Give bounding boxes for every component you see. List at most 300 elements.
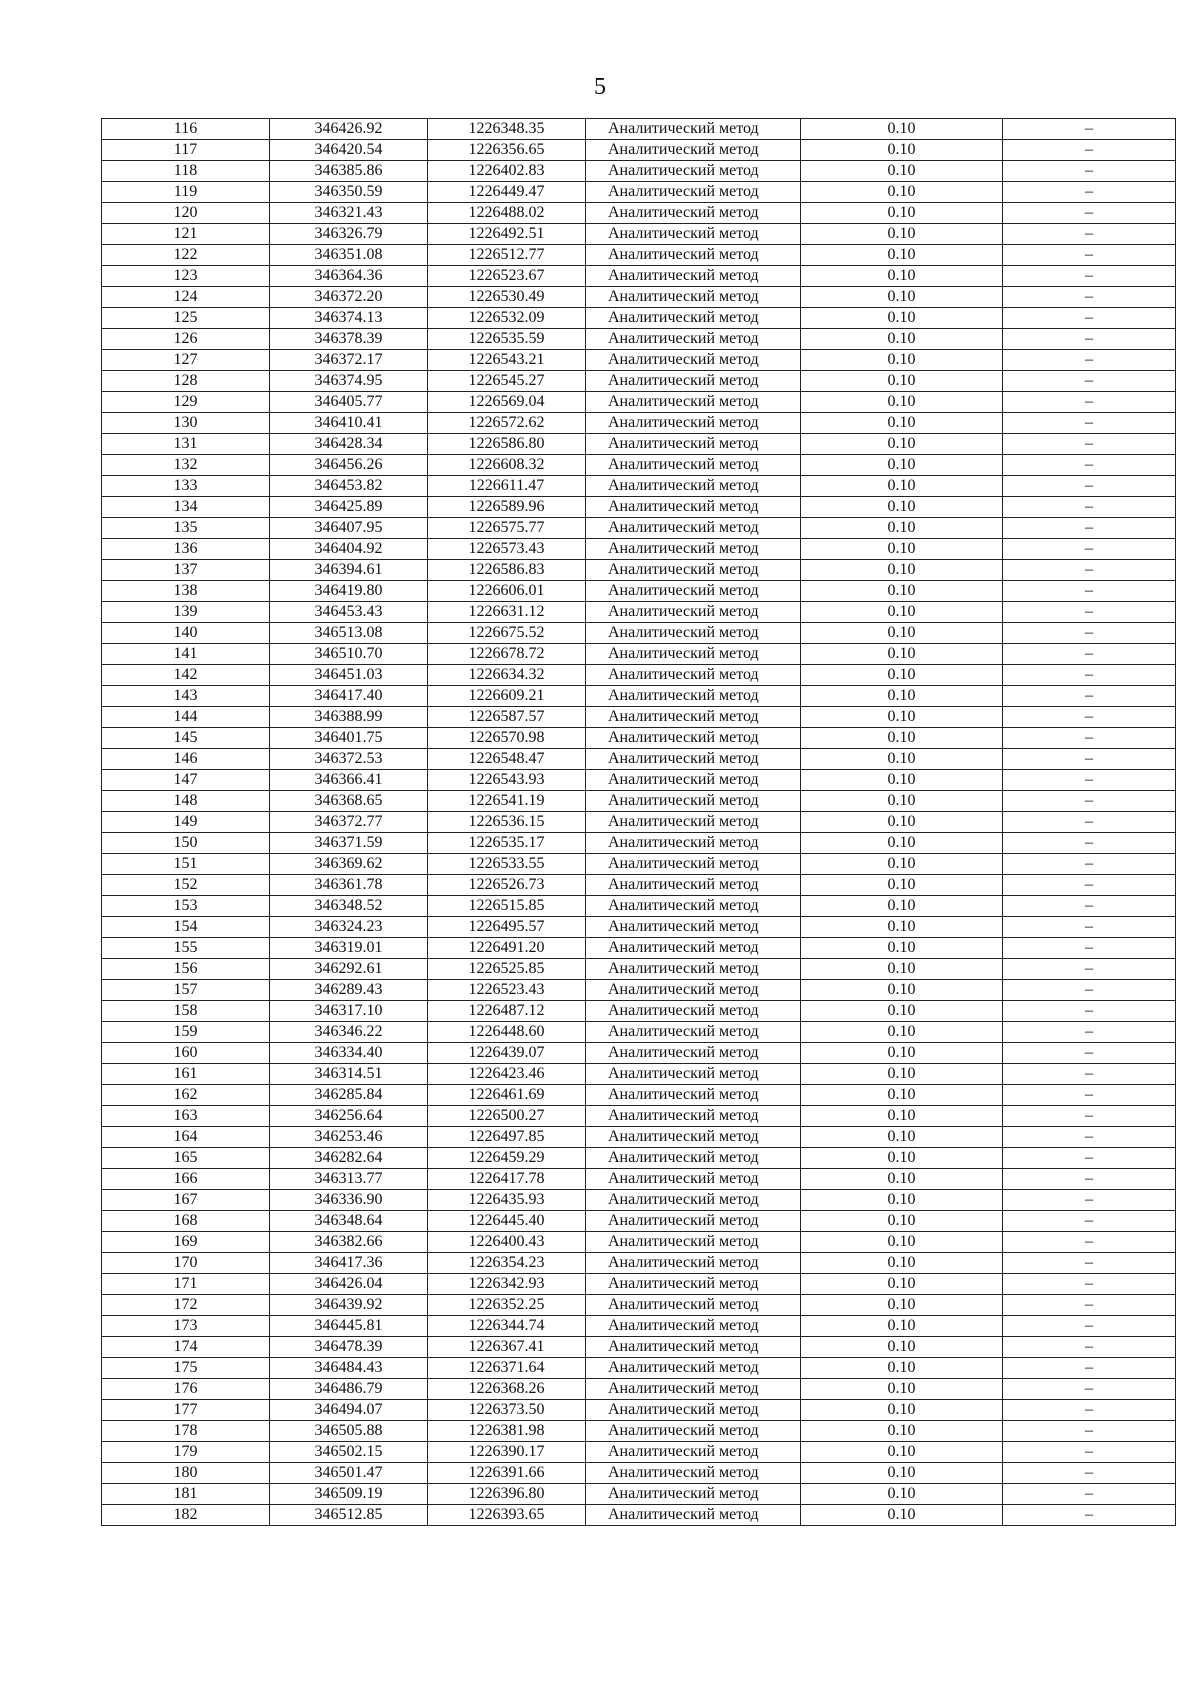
table-row (102, 833, 1176, 854)
precision-cell: 0.10 (801, 728, 1003, 749)
y-coordinate-cell: 1226402.83 (428, 161, 586, 182)
x-coordinate-cell: 346505.88 (270, 1421, 428, 1442)
precision-cell: 0.10 (801, 686, 1003, 707)
method-cell: Аналитический метод (586, 1442, 801, 1463)
point-number-cell: 160 (102, 1043, 270, 1064)
precision-cell: 0.10 (801, 287, 1003, 308)
point-number-cell: 120 (102, 203, 270, 224)
y-coordinate-cell: 1226611.47 (428, 476, 586, 497)
point-number-cell: 157 (102, 980, 270, 1001)
description-cell: – (1003, 1148, 1176, 1169)
description-cell: – (1003, 1295, 1176, 1316)
x-coordinate-cell: 346404.92 (270, 539, 428, 560)
precision-cell: 0.10 (801, 1358, 1003, 1379)
point-number-cell: 127 (102, 350, 270, 371)
precision-cell: 0.10 (801, 1148, 1003, 1169)
table-row (102, 728, 1176, 749)
description-cell: – (1003, 497, 1176, 518)
description-cell: – (1003, 1442, 1176, 1463)
x-coordinate-cell: 346372.17 (270, 350, 428, 371)
precision-cell: 0.10 (801, 1274, 1003, 1295)
table-row (102, 1274, 1176, 1295)
y-coordinate-cell: 1226381.98 (428, 1421, 586, 1442)
table-row (102, 749, 1176, 770)
x-coordinate-cell: 346372.77 (270, 812, 428, 833)
precision-cell: 0.10 (801, 266, 1003, 287)
x-coordinate-cell: 346451.03 (270, 665, 428, 686)
point-number-cell: 176 (102, 1379, 270, 1400)
x-coordinate-cell: 346456.26 (270, 455, 428, 476)
method-cell: Аналитический метод (586, 266, 801, 287)
x-coordinate-cell: 346382.66 (270, 1232, 428, 1253)
x-coordinate-cell: 346374.95 (270, 371, 428, 392)
y-coordinate-cell: 1226678.72 (428, 644, 586, 665)
method-cell: Аналитический метод (586, 1064, 801, 1085)
description-cell: – (1003, 1484, 1176, 1505)
x-coordinate-cell: 346417.40 (270, 686, 428, 707)
method-cell: Аналитический метод (586, 812, 801, 833)
x-coordinate-cell: 346346.22 (270, 1022, 428, 1043)
description-cell: – (1003, 1463, 1176, 1484)
precision-cell: 0.10 (801, 1421, 1003, 1442)
point-number-cell: 151 (102, 854, 270, 875)
table-row (102, 1022, 1176, 1043)
y-coordinate-cell: 1226541.19 (428, 791, 586, 812)
precision-cell: 0.10 (801, 497, 1003, 518)
precision-cell: 0.10 (801, 1064, 1003, 1085)
point-number-cell: 168 (102, 1211, 270, 1232)
precision-cell: 0.10 (801, 854, 1003, 875)
description-cell: – (1003, 140, 1176, 161)
point-number-cell: 128 (102, 371, 270, 392)
table-row (102, 1316, 1176, 1337)
x-coordinate-cell: 346501.47 (270, 1463, 428, 1484)
coordinates-table (101, 118, 1176, 1526)
method-cell: Аналитический метод (586, 1463, 801, 1484)
table-row (102, 1148, 1176, 1169)
table-row (102, 1295, 1176, 1316)
y-coordinate-cell: 1226575.77 (428, 518, 586, 539)
x-coordinate-cell: 346326.79 (270, 224, 428, 245)
y-coordinate-cell: 1226391.66 (428, 1463, 586, 1484)
y-coordinate-cell: 1226569.04 (428, 392, 586, 413)
x-coordinate-cell: 346425.89 (270, 497, 428, 518)
point-number-cell: 142 (102, 665, 270, 686)
y-coordinate-cell: 1226435.93 (428, 1190, 586, 1211)
method-cell: Аналитический метод (586, 329, 801, 350)
precision-cell: 0.10 (801, 1295, 1003, 1316)
y-coordinate-cell: 1226448.60 (428, 1022, 586, 1043)
x-coordinate-cell: 346417.36 (270, 1253, 428, 1274)
x-coordinate-cell: 346513.08 (270, 623, 428, 644)
precision-cell: 0.10 (801, 1190, 1003, 1211)
precision-cell: 0.10 (801, 245, 1003, 266)
method-cell: Аналитический метод (586, 1484, 801, 1505)
precision-cell: 0.10 (801, 917, 1003, 938)
description-cell: – (1003, 329, 1176, 350)
point-number-cell: 153 (102, 896, 270, 917)
x-coordinate-cell: 346486.79 (270, 1379, 428, 1400)
point-number-cell: 122 (102, 245, 270, 266)
method-cell: Аналитический метод (586, 308, 801, 329)
precision-cell: 0.10 (801, 434, 1003, 455)
x-coordinate-cell: 346374.13 (270, 308, 428, 329)
y-coordinate-cell: 1226352.25 (428, 1295, 586, 1316)
x-coordinate-cell: 346401.75 (270, 728, 428, 749)
table-row (102, 560, 1176, 581)
point-number-cell: 134 (102, 497, 270, 518)
y-coordinate-cell: 1226488.02 (428, 203, 586, 224)
method-cell: Аналитический метод (586, 392, 801, 413)
point-number-cell: 123 (102, 266, 270, 287)
table-row (102, 266, 1176, 287)
method-cell: Аналитический метод (586, 581, 801, 602)
precision-cell: 0.10 (801, 1085, 1003, 1106)
method-cell: Аналитический метод (586, 224, 801, 245)
method-cell: Аналитический метод (586, 623, 801, 644)
x-coordinate-cell: 346256.64 (270, 1106, 428, 1127)
method-cell: Аналитический метод (586, 1001, 801, 1022)
method-cell: Аналитический метод (586, 1274, 801, 1295)
description-cell: – (1003, 119, 1176, 140)
table-row (102, 224, 1176, 245)
precision-cell: 0.10 (801, 329, 1003, 350)
description-cell: – (1003, 455, 1176, 476)
point-number-cell: 179 (102, 1442, 270, 1463)
x-coordinate-cell: 346494.07 (270, 1400, 428, 1421)
table-row (102, 686, 1176, 707)
point-number-cell: 161 (102, 1064, 270, 1085)
precision-cell: 0.10 (801, 938, 1003, 959)
precision-cell: 0.10 (801, 959, 1003, 980)
method-cell: Аналитический метод (586, 1043, 801, 1064)
x-coordinate-cell: 346478.39 (270, 1337, 428, 1358)
x-coordinate-cell: 346253.46 (270, 1127, 428, 1148)
table-row (102, 1106, 1176, 1127)
point-number-cell: 130 (102, 413, 270, 434)
method-cell: Аналитический метод (586, 182, 801, 203)
precision-cell: 0.10 (801, 371, 1003, 392)
precision-cell: 0.10 (801, 1505, 1003, 1526)
table-row (102, 287, 1176, 308)
point-number-cell: 148 (102, 791, 270, 812)
y-coordinate-cell: 1226461.69 (428, 1085, 586, 1106)
description-cell: – (1003, 1022, 1176, 1043)
x-coordinate-cell: 346348.64 (270, 1211, 428, 1232)
y-coordinate-cell: 1226533.55 (428, 854, 586, 875)
x-coordinate-cell: 346364.36 (270, 266, 428, 287)
table-row (102, 140, 1176, 161)
point-number-cell: 177 (102, 1400, 270, 1421)
y-coordinate-cell: 1226545.27 (428, 371, 586, 392)
y-coordinate-cell: 1226487.12 (428, 1001, 586, 1022)
description-cell: – (1003, 623, 1176, 644)
method-cell: Аналитический метод (586, 707, 801, 728)
x-coordinate-cell: 346394.61 (270, 560, 428, 581)
description-cell: – (1003, 791, 1176, 812)
description-cell: – (1003, 560, 1176, 581)
x-coordinate-cell: 346407.95 (270, 518, 428, 539)
description-cell: – (1003, 854, 1176, 875)
description-cell: – (1003, 1106, 1176, 1127)
method-cell: Аналитический метод (586, 665, 801, 686)
table-row (102, 854, 1176, 875)
precision-cell: 0.10 (801, 602, 1003, 623)
y-coordinate-cell: 1226459.29 (428, 1148, 586, 1169)
table-row (102, 875, 1176, 896)
x-coordinate-cell: 346372.53 (270, 749, 428, 770)
description-cell: – (1003, 1379, 1176, 1400)
y-coordinate-cell: 1226344.74 (428, 1316, 586, 1337)
method-cell: Аналитический метод (586, 140, 801, 161)
description-cell: – (1003, 812, 1176, 833)
precision-cell: 0.10 (801, 833, 1003, 854)
x-coordinate-cell: 346366.41 (270, 770, 428, 791)
y-coordinate-cell: 1226586.80 (428, 434, 586, 455)
precision-cell: 0.10 (801, 1337, 1003, 1358)
precision-cell: 0.10 (801, 791, 1003, 812)
description-cell: – (1003, 581, 1176, 602)
precision-cell: 0.10 (801, 644, 1003, 665)
x-coordinate-cell: 346321.43 (270, 203, 428, 224)
point-number-cell: 159 (102, 1022, 270, 1043)
point-number-cell: 155 (102, 938, 270, 959)
precision-cell: 0.10 (801, 308, 1003, 329)
description-cell: – (1003, 350, 1176, 371)
method-cell: Аналитический метод (586, 602, 801, 623)
table-row (102, 602, 1176, 623)
x-coordinate-cell: 346439.92 (270, 1295, 428, 1316)
description-cell: – (1003, 287, 1176, 308)
method-cell: Аналитический метод (586, 728, 801, 749)
description-cell: – (1003, 308, 1176, 329)
y-coordinate-cell: 1226573.43 (428, 539, 586, 560)
description-cell: – (1003, 602, 1176, 623)
x-coordinate-cell: 346420.54 (270, 140, 428, 161)
precision-cell: 0.10 (801, 1001, 1003, 1022)
y-coordinate-cell: 1226512.77 (428, 245, 586, 266)
table-row (102, 623, 1176, 644)
precision-cell: 0.10 (801, 1169, 1003, 1190)
method-cell: Аналитический метод (586, 1253, 801, 1274)
precision-cell: 0.10 (801, 182, 1003, 203)
point-number-cell: 169 (102, 1232, 270, 1253)
table-row (102, 350, 1176, 371)
method-cell: Аналитический метод (586, 1148, 801, 1169)
table-row (102, 581, 1176, 602)
x-coordinate-cell: 346453.43 (270, 602, 428, 623)
x-coordinate-cell: 346324.23 (270, 917, 428, 938)
point-number-cell: 140 (102, 623, 270, 644)
y-coordinate-cell: 1226368.26 (428, 1379, 586, 1400)
method-cell: Аналитический метод (586, 1169, 801, 1190)
method-cell: Аналитический метод (586, 1232, 801, 1253)
point-number-cell: 126 (102, 329, 270, 350)
y-coordinate-cell: 1226530.49 (428, 287, 586, 308)
precision-cell: 0.10 (801, 1379, 1003, 1400)
point-number-cell: 132 (102, 455, 270, 476)
precision-cell: 0.10 (801, 770, 1003, 791)
y-coordinate-cell: 1226535.59 (428, 329, 586, 350)
method-cell: Аналитический метод (586, 1379, 801, 1400)
point-number-cell: 178 (102, 1421, 270, 1442)
y-coordinate-cell: 1226515.85 (428, 896, 586, 917)
method-cell: Аналитический метод (586, 833, 801, 854)
precision-cell: 0.10 (801, 1043, 1003, 1064)
precision-cell: 0.10 (801, 581, 1003, 602)
x-coordinate-cell: 346334.40 (270, 1043, 428, 1064)
precision-cell: 0.10 (801, 1484, 1003, 1505)
y-coordinate-cell: 1226417.78 (428, 1169, 586, 1190)
table-row (102, 203, 1176, 224)
method-cell: Аналитический метод (586, 1400, 801, 1421)
method-cell: Аналитический метод (586, 854, 801, 875)
method-cell: Аналитический метод (586, 1505, 801, 1526)
x-coordinate-cell: 346319.01 (270, 938, 428, 959)
method-cell: Аналитический метод (586, 938, 801, 959)
table-row (102, 1400, 1176, 1421)
description-cell: – (1003, 833, 1176, 854)
description-cell: – (1003, 1211, 1176, 1232)
precision-cell: 0.10 (801, 1463, 1003, 1484)
point-number-cell: 175 (102, 1358, 270, 1379)
point-number-cell: 158 (102, 1001, 270, 1022)
x-coordinate-cell: 346410.41 (270, 413, 428, 434)
description-cell: – (1003, 1274, 1176, 1295)
description-cell: – (1003, 959, 1176, 980)
table-row (102, 938, 1176, 959)
precision-cell: 0.10 (801, 1127, 1003, 1148)
y-coordinate-cell: 1226572.62 (428, 413, 586, 434)
description-cell: – (1003, 665, 1176, 686)
method-cell: Аналитический метод (586, 1295, 801, 1316)
description-cell: – (1003, 266, 1176, 287)
description-cell: – (1003, 518, 1176, 539)
method-cell: Аналитический метод (586, 245, 801, 266)
point-number-cell: 166 (102, 1169, 270, 1190)
description-cell: – (1003, 1001, 1176, 1022)
x-coordinate-cell: 346348.52 (270, 896, 428, 917)
point-number-cell: 117 (102, 140, 270, 161)
precision-cell: 0.10 (801, 980, 1003, 1001)
method-cell: Аналитический метод (586, 497, 801, 518)
description-cell: – (1003, 413, 1176, 434)
point-number-cell: 181 (102, 1484, 270, 1505)
point-number-cell: 129 (102, 392, 270, 413)
table-row (102, 476, 1176, 497)
y-coordinate-cell: 1226523.67 (428, 266, 586, 287)
table-row (102, 770, 1176, 791)
y-coordinate-cell: 1226548.47 (428, 749, 586, 770)
description-cell: – (1003, 1085, 1176, 1106)
y-coordinate-cell: 1226608.32 (428, 455, 586, 476)
precision-cell: 0.10 (801, 749, 1003, 770)
description-cell: – (1003, 1421, 1176, 1442)
table-row (102, 371, 1176, 392)
table-row (102, 1211, 1176, 1232)
point-number-cell: 149 (102, 812, 270, 833)
point-number-cell: 137 (102, 560, 270, 581)
table-row (102, 1379, 1176, 1400)
table-row (102, 1064, 1176, 1085)
method-cell: Аналитический метод (586, 1337, 801, 1358)
point-number-cell: 146 (102, 749, 270, 770)
y-coordinate-cell: 1226631.12 (428, 602, 586, 623)
table-row (102, 1043, 1176, 1064)
x-coordinate-cell: 346502.15 (270, 1442, 428, 1463)
precision-cell: 0.10 (801, 665, 1003, 686)
precision-cell: 0.10 (801, 224, 1003, 245)
table-row (102, 665, 1176, 686)
x-coordinate-cell: 346289.43 (270, 980, 428, 1001)
table-row (102, 1484, 1176, 1505)
point-number-cell: 182 (102, 1505, 270, 1526)
point-number-cell: 150 (102, 833, 270, 854)
y-coordinate-cell: 1226570.98 (428, 728, 586, 749)
method-cell: Аналитический метод (586, 1085, 801, 1106)
method-cell: Аналитический метод (586, 875, 801, 896)
y-coordinate-cell: 1226543.93 (428, 770, 586, 791)
y-coordinate-cell: 1226525.85 (428, 959, 586, 980)
table-body (102, 119, 1176, 1526)
point-number-cell: 136 (102, 539, 270, 560)
y-coordinate-cell: 1226535.17 (428, 833, 586, 854)
description-cell: – (1003, 476, 1176, 497)
description-cell: – (1003, 896, 1176, 917)
point-number-cell: 119 (102, 182, 270, 203)
table-row (102, 497, 1176, 518)
y-coordinate-cell: 1226532.09 (428, 308, 586, 329)
method-cell: Аналитический метод (586, 1421, 801, 1442)
table-row (102, 1358, 1176, 1379)
table-row (102, 392, 1176, 413)
point-number-cell: 172 (102, 1295, 270, 1316)
table-row (102, 1337, 1176, 1358)
point-number-cell: 156 (102, 959, 270, 980)
description-cell: – (1003, 875, 1176, 896)
point-number-cell: 121 (102, 224, 270, 245)
method-cell: Аналитический метод (586, 1106, 801, 1127)
table-row (102, 518, 1176, 539)
description-cell: – (1003, 938, 1176, 959)
description-cell: – (1003, 1169, 1176, 1190)
x-coordinate-cell: 346426.92 (270, 119, 428, 140)
precision-cell: 0.10 (801, 896, 1003, 917)
description-cell: – (1003, 539, 1176, 560)
x-coordinate-cell: 346512.85 (270, 1505, 428, 1526)
method-cell: Аналитический метод (586, 560, 801, 581)
table-row (102, 182, 1176, 203)
precision-cell: 0.10 (801, 455, 1003, 476)
point-number-cell: 173 (102, 1316, 270, 1337)
precision-cell: 0.10 (801, 140, 1003, 161)
x-coordinate-cell: 346378.39 (270, 329, 428, 350)
x-coordinate-cell: 346313.77 (270, 1169, 428, 1190)
table-row (102, 644, 1176, 665)
x-coordinate-cell: 346369.62 (270, 854, 428, 875)
table-row (102, 791, 1176, 812)
point-number-cell: 163 (102, 1106, 270, 1127)
x-coordinate-cell: 346426.04 (270, 1274, 428, 1295)
description-cell: – (1003, 644, 1176, 665)
description-cell: – (1003, 770, 1176, 791)
method-cell: Аналитический метод (586, 959, 801, 980)
precision-cell: 0.10 (801, 161, 1003, 182)
description-cell: – (1003, 1505, 1176, 1526)
method-cell: Аналитический метод (586, 896, 801, 917)
method-cell: Аналитический метод (586, 1316, 801, 1337)
table-row (102, 812, 1176, 833)
